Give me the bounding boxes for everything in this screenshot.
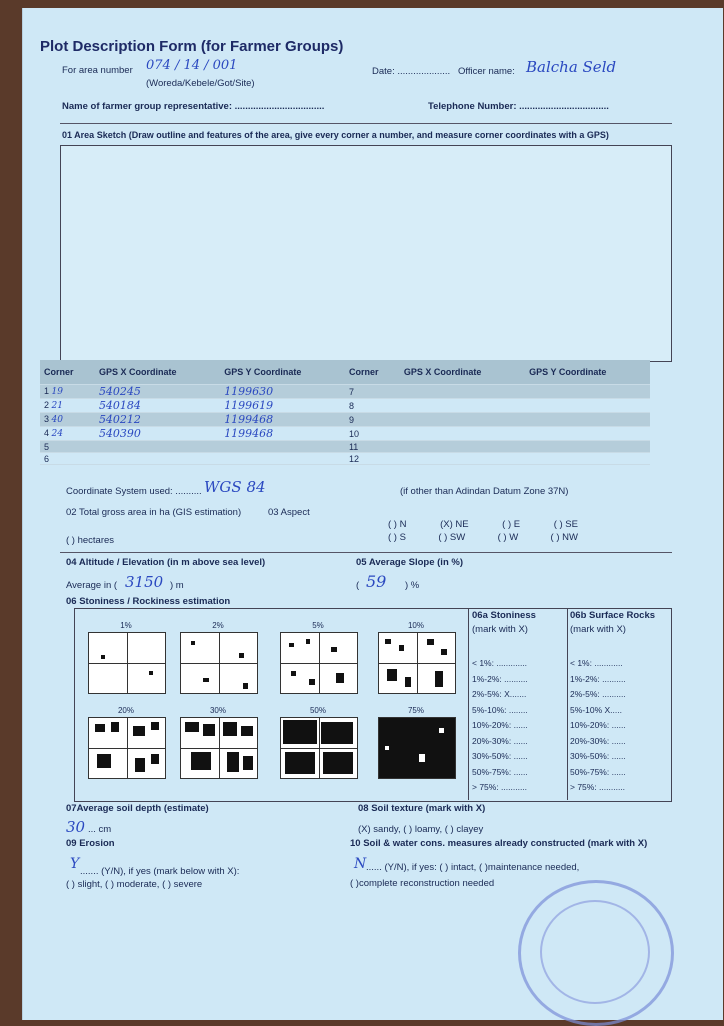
- gps-header: Corner: [345, 360, 400, 385]
- surface-rocks-col-sub: (mark with X): [570, 624, 626, 635]
- stone-pattern-75pct: [378, 717, 456, 779]
- stone-pattern-2pct: [180, 632, 258, 694]
- texture-label: 08 Soil texture (mark with X): [358, 803, 486, 814]
- pct-label: 50%: [309, 706, 326, 715]
- rep-label: Name of farmer group representative: ..................................: [62, 101, 325, 112]
- stone-pattern-5pct: [280, 632, 358, 694]
- gps-x-value: 540212: [95, 413, 220, 427]
- list-item[interactable]: 10%-20%: ......: [472, 720, 528, 730]
- pct-label: 5%: [312, 621, 324, 630]
- swc-label: 10 Soil & water cons. measures already constructed (mark with X): [350, 838, 648, 849]
- gps-x-value: 540390: [95, 427, 220, 441]
- corner-number: 11: [345, 441, 400, 453]
- list-item[interactable]: 50%-75%: ......: [472, 766, 528, 777]
- stone-pattern-10pct: [378, 632, 456, 694]
- gps-header: Corner: [40, 360, 95, 385]
- table-row: 3 40 540212 1199468 9: [40, 413, 650, 427]
- gps-y-value: 1199630: [220, 385, 345, 399]
- surface-rocks-list: [570, 656, 626, 796]
- stoniness-col-title: 06a Stoniness: [472, 610, 536, 621]
- aspect-option[interactable]: ( ) SE: [553, 519, 578, 530]
- coord-value: WGS 84: [204, 478, 266, 496]
- aspect-row-2: [388, 532, 578, 543]
- aspect-label: 03 Aspect: [268, 507, 310, 518]
- swc-options[interactable]: ( )complete reconstruction needed: [350, 878, 495, 889]
- official-stamp-inner-icon: [540, 900, 650, 1004]
- slope-unit: ) %: [405, 580, 420, 591]
- pct-label: 10%: [407, 621, 424, 630]
- stone-pattern-50pct: [280, 717, 358, 779]
- phone-label: Telephone Number: ..................................: [428, 101, 609, 112]
- gps-header: GPS Y Coordinate: [220, 360, 345, 385]
- row-number: 19: [51, 387, 63, 397]
- list-item[interactable]: 50%-75%: ......: [570, 766, 626, 777]
- aspect-option[interactable]: ( ) SW: [438, 532, 466, 543]
- pct-label: 20%: [117, 706, 134, 715]
- hectares-field[interactable]: ( ) hectares: [66, 535, 115, 546]
- list-item[interactable]: < 1%: ............: [570, 658, 623, 668]
- list-item[interactable]: 30%-50%: ......: [570, 751, 626, 761]
- row-number: 24: [51, 429, 63, 439]
- texture-options[interactable]: (X) sandy, ( ) loamy, ( ) clayey: [358, 824, 484, 835]
- aspect-option[interactable]: (X) NE: [440, 519, 469, 530]
- slope-label: 05 Average Slope (in %): [356, 557, 463, 568]
- list-item[interactable]: 30%-50%: ......: [472, 751, 528, 761]
- coord-label: Coordinate System used: ..........: [66, 486, 202, 497]
- corner-number: 12: [345, 453, 400, 465]
- slope-value: 59: [366, 572, 387, 591]
- aspect-option[interactable]: ( ) N: [388, 519, 407, 530]
- list-item[interactable]: < 1%: .............: [472, 658, 528, 668]
- aspect-option[interactable]: ( ) S: [388, 532, 406, 543]
- table-row: 6 12: [40, 453, 650, 465]
- list-item[interactable]: > 75%: ...........: [570, 782, 626, 792]
- swc-value: N: [354, 856, 367, 872]
- pct-label: 2%: [212, 621, 224, 630]
- table-row: 5 11: [40, 441, 650, 453]
- area-label: 02 Total gross area in ha (GIS estimation): [66, 507, 242, 518]
- area-number-value: 074 / 14 / 001: [146, 58, 238, 73]
- gps-x-value: 540245: [95, 385, 220, 399]
- erosion-label: 09 Erosion: [66, 838, 115, 849]
- erosion-value: Y: [70, 856, 80, 872]
- gps-header: GPS Y Coordinate: [525, 360, 650, 385]
- gps-header: GPS X Coordinate: [400, 360, 525, 385]
- aspect-option[interactable]: ( ) W: [497, 532, 519, 543]
- table-row: 2 21 540184 1199619 8: [40, 399, 650, 413]
- gps-y-value: 1199468: [220, 427, 345, 441]
- stoniness-list: [472, 656, 528, 796]
- list-item[interactable]: 2%-5%: X.......: [472, 689, 527, 699]
- erosion-options[interactable]: ( ) slight, ( ) moderate, ( ) severe: [66, 879, 203, 890]
- list-item[interactable]: 5%-10% X.....: [570, 704, 622, 715]
- aspect-option[interactable]: ( ) NW: [550, 532, 578, 543]
- corner-number: 10: [345, 427, 400, 441]
- depth-unit: ... cm: [88, 824, 112, 835]
- stoniness-col-sub: (mark with X): [472, 624, 528, 635]
- stone-pattern-20pct: [88, 717, 166, 779]
- gps-header: GPS X Coordinate: [95, 360, 220, 385]
- officer-value: Balcha Seld: [526, 58, 617, 76]
- erosion-text: ....... (Y/N), if yes (mark below with X):: [80, 866, 240, 877]
- surface-rocks-col-title: 06b Surface Rocks: [570, 610, 656, 621]
- area-number-label: For area number: [62, 65, 133, 76]
- swc-text: ...... (Y/N), if yes: ( ) intact, ( )maintenance needed,: [366, 862, 580, 873]
- stone-pattern-1pct: [88, 632, 166, 694]
- altitude-label: 04 Altitude / Elevation (in m above sea level): [66, 557, 266, 568]
- list-item[interactable]: 10%-20%: ......: [570, 720, 626, 730]
- list-item[interactable]: 1%-2%: ..........: [472, 673, 528, 684]
- corner-number: 8: [345, 399, 400, 413]
- corner-number: 7: [345, 385, 400, 399]
- table-row: 1 19 540245 1199630 7: [40, 385, 650, 399]
- table-row: 4 24 540390 1199468 10: [40, 427, 650, 441]
- row-number: 21: [51, 401, 63, 411]
- stone-pattern-30pct: [180, 717, 258, 779]
- officer-label: Officer name:: [458, 66, 515, 77]
- pct-label: 1%: [120, 621, 132, 630]
- sketch-area[interactable]: [60, 145, 672, 362]
- area-sub-label: (Woreda/Kebele/Got/Site): [146, 78, 255, 89]
- gps-y-value: 1199468: [220, 413, 345, 427]
- gps-y-value: 1199619: [220, 399, 345, 413]
- aspect-row-1: [388, 519, 578, 530]
- depth-value: 30: [66, 818, 86, 836]
- altitude-unit: ) m: [170, 580, 184, 591]
- list-item[interactable]: 20%-30%: ......: [570, 735, 626, 746]
- date-label: Date: ....................: [372, 66, 451, 77]
- pct-label: 75%: [407, 706, 424, 715]
- sketch-label: 01 Area Sketch (Draw outline and features of the area, give every corner a number, and measure corner coordinates with a GPS): [62, 130, 609, 140]
- row-number: 40: [51, 415, 63, 425]
- stoniness-label: 06 Stoniness / Rockiness estimation: [66, 596, 231, 607]
- aspect-option[interactable]: ( ) E: [502, 519, 521, 530]
- list-item[interactable]: 1%-2%: ..........: [570, 673, 626, 684]
- list-item[interactable]: > 75%: ...........: [472, 782, 528, 792]
- coord-note: (if other than Adindan Datum Zone 37N): [400, 486, 569, 497]
- form-title: Plot Description Form (for Farmer Groups): [40, 38, 344, 55]
- list-item[interactable]: 20%-30%: ......: [472, 735, 528, 746]
- depth-label: 07Average soil depth (estimate): [66, 803, 209, 814]
- list-item[interactable]: 2%-5%: ..........: [570, 689, 626, 699]
- gps-x-value: 540184: [95, 399, 220, 413]
- corner-number: 9: [345, 413, 400, 427]
- altitude-value: 3150: [125, 573, 164, 591]
- list-item[interactable]: 5%-10%: ........: [472, 704, 528, 715]
- altitude-prefix: Average in (: [66, 580, 118, 591]
- gps-table: [40, 360, 650, 465]
- pct-label: 30%: [209, 706, 226, 715]
